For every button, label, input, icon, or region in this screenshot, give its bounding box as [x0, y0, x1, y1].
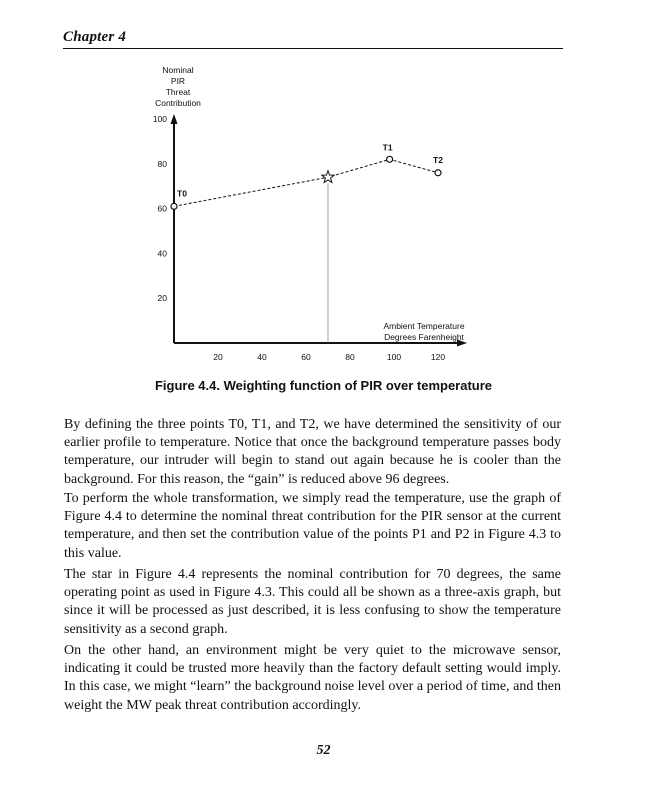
point-label-t0: T0 — [177, 188, 187, 199]
y-tick-label: 80 — [157, 158, 167, 169]
x-axis-label-line: Degrees Farenheight — [384, 332, 464, 342]
y-tick-label: 40 — [157, 248, 167, 259]
star-marker — [322, 171, 334, 183]
x-tick-label: 80 — [345, 352, 355, 362]
paragraph-4-text: On the other hand, an environment might be very quiet to the microwave sensor, indicating it could be trusted more heavily than the factory default setting would imply. In this case, we might “learn” the background noise level over a period of time, and then weight the MW peak threat contribution accordingly. — [64, 643, 561, 713]
y-tick-label: 100 — [152, 114, 167, 124]
chart-axes — [171, 114, 468, 347]
page-number: 52 — [316, 743, 331, 758]
y-tick-label: 60 — [157, 203, 167, 214]
chapter-heading: Chapter 4 — [63, 29, 127, 45]
point-label-t2: T2 — [433, 154, 443, 165]
weighting-curve — [174, 159, 438, 206]
paragraph-2 — [64, 490, 561, 563]
y-tick-label: 20 — [157, 293, 167, 304]
point-t0 — [171, 203, 177, 209]
paragraph-4 — [64, 642, 561, 715]
figure-caption: Figure 4.4. Weighting function of PIR over temperature — [154, 378, 493, 393]
y-axis-label-line: Contribution — [155, 98, 201, 108]
paragraph-2-text: To perform the whole transformation, we simply read the temperature, use the graph of Figure 4.4 to determine the nominal threat contribution for the PIR sensor at the current temperature, and then set the contribution value of the points P1 and P2 in Figure 4.3 to this value. — [64, 491, 561, 561]
y-axis-label-line: Nominal — [162, 65, 194, 75]
point-t1 — [387, 156, 393, 162]
point-t2 — [435, 170, 441, 176]
paragraph-1-text: By defining the three points T0, T1, and T2, we have determined the sensitivity of our earlier profile to temperature. Notice that once the background temperature passes body temperature, our intruder will begin to stand out again because he is cooler than the background. For this reason, the “gain” is reduced above 96 degrees. — [64, 417, 561, 487]
y-axis-label-line: PIR — [170, 76, 186, 86]
pir-weighting-chart — [0, 0, 647, 380]
paragraph-3-text: The star in Figure 4.4 represents the nominal contribution for 70 degrees, the same operating point as used in Figure 4.3. This could all be shown as a three-axis graph, but since it will be processed as just described, it is less confusing to show the temperature sensitivity as a second graph. — [64, 567, 561, 637]
x-tick-label: 100 — [386, 352, 402, 362]
y-axis-arrow — [171, 114, 178, 124]
y-axis-label-line: Threat — [165, 87, 191, 97]
chart-labels — [152, 65, 465, 342]
paragraph-3 — [64, 566, 561, 639]
x-axis-label-line: Ambient Temperature — [383, 321, 465, 331]
x-tick-label: 120 — [430, 352, 446, 362]
x-tick-label: 60 — [301, 352, 311, 362]
x-tick-label: 40 — [257, 352, 267, 362]
x-tick-label: 20 — [213, 352, 223, 362]
chart-plot — [171, 156, 441, 343]
paragraph-1 — [64, 416, 561, 489]
point-label-t1: T1 — [382, 142, 393, 153]
